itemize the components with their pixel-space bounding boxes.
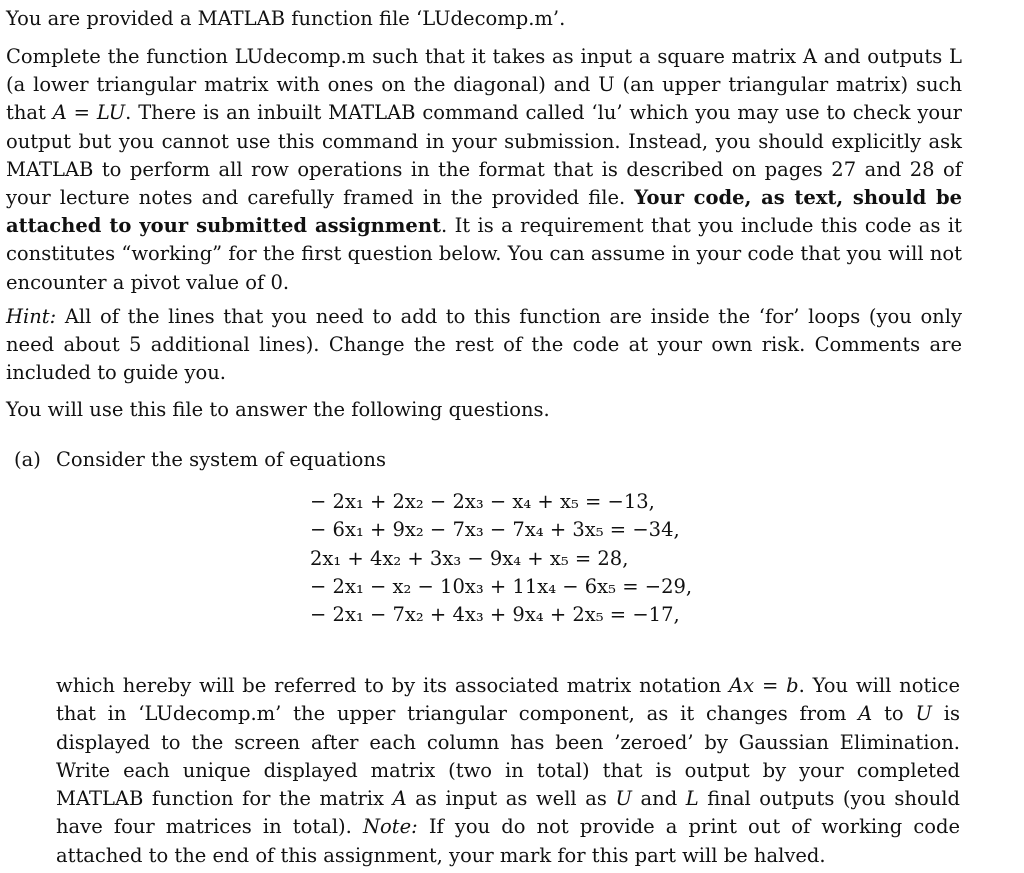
description-text-1: Complete the function LUdecomp.m such that it takes as input a square matrix A and outputs L (a lower triangular matrix with ones on the diagonal) and U (an upper triangular matrix) such that <box>6 45 962 125</box>
hint-paragraph <box>6 303 962 388</box>
formula-a-equals-lu: A = LU <box>52 101 126 125</box>
equation-3: 2x₁ + 4x₂ + 3x₃ − 9x₄ + x₅ = 28, <box>310 546 629 570</box>
matrix-a-symbol: A <box>858 702 873 726</box>
description-text-3: . It is a requirement that you include this code as it constitutes “working” for the first question below. You can assume in your code that you will not encounter a pivot value of 0. <box>6 214 962 294</box>
formula-ax-equals-b: Ax = b <box>729 674 799 697</box>
part-a-intro: Consider the system of equations <box>56 448 386 471</box>
part-a-text-5: final outputs (you should have four matrices in total). <box>56 787 960 839</box>
matrix-u-symbol: U <box>915 702 932 726</box>
part-a-text-and: and <box>631 787 686 811</box>
note-text: If you do not provide a print out of working code attached to the end of this assignment, your mark for this part will be halved. <box>56 815 961 867</box>
matrix-l-symbol: L <box>685 787 699 811</box>
part-a-text-2: . You will notice that in ‘LUdecomp.m’ the upper triangular component, as it changes from <box>56 674 960 726</box>
intro-paragraph: You are provided a MATLAB function file ‘LUdecomp.m’. <box>6 7 566 30</box>
equation-2: − 6x₁ + 9x₂ − 7x₃ − 7x₄ + 3x₅ = −34, <box>310 518 680 542</box>
note-label: Note: <box>362 815 418 839</box>
description-text-2: . There is an inbuilt MATLAB command called ‘lu’ which you may use to check your output but you cannot use this command in your submission. Instead, you should explicitly ask MATLAB to perform all row operations in the format that is described on pages 27 and 28 of your lecture notes and carefully framed in the provided file. <box>6 101 962 210</box>
description-bold-requirement: Your code, as text, should be attached to your submitted assignment <box>6 186 963 238</box>
matrix-u-symbol-2: U <box>615 787 632 811</box>
hint-label: Hint: <box>6 305 57 328</box>
part-a-text-3: is displayed to the screen after each column has been ’zeroed’ by Gaussian Elimination. Write each unique displayed matrix (two in total) that is output by your completed MATLAB function for the matrix <box>56 702 960 811</box>
use-file-paragraph: You will use this file to answer the following questions. <box>6 398 550 421</box>
part-a-text-1: which hereby will be referred to by its associated matrix notation <box>56 674 730 697</box>
equation-system <box>310 488 692 629</box>
part-a-text-4: as input as well as <box>406 787 616 811</box>
part-a-label: (a) <box>14 448 41 471</box>
equation-5: − 2x₁ − 7x₂ + 4x₃ + 9x₄ + 2x₅ = −17, <box>310 603 680 627</box>
matrix-a-symbol-2: A <box>392 787 407 811</box>
equation-1: − 2x₁ + 2x₂ − 2x₃ − x₄ + x₅ = −13, <box>310 490 655 513</box>
part-a-body <box>56 672 960 870</box>
equation-4: − 2x₁ − x₂ − 10x₃ + 11x₄ − 6x₅ = −29, <box>310 574 693 598</box>
part-a-text-to: to <box>872 702 916 726</box>
hint-text: All of the lines that you need to add to this function are inside the ‘for’ loops (you only need about 5 additional lines). Change the rest of the code at your own risk. Comments are included to guide you. <box>6 305 962 385</box>
description-paragraph <box>6 43 962 297</box>
